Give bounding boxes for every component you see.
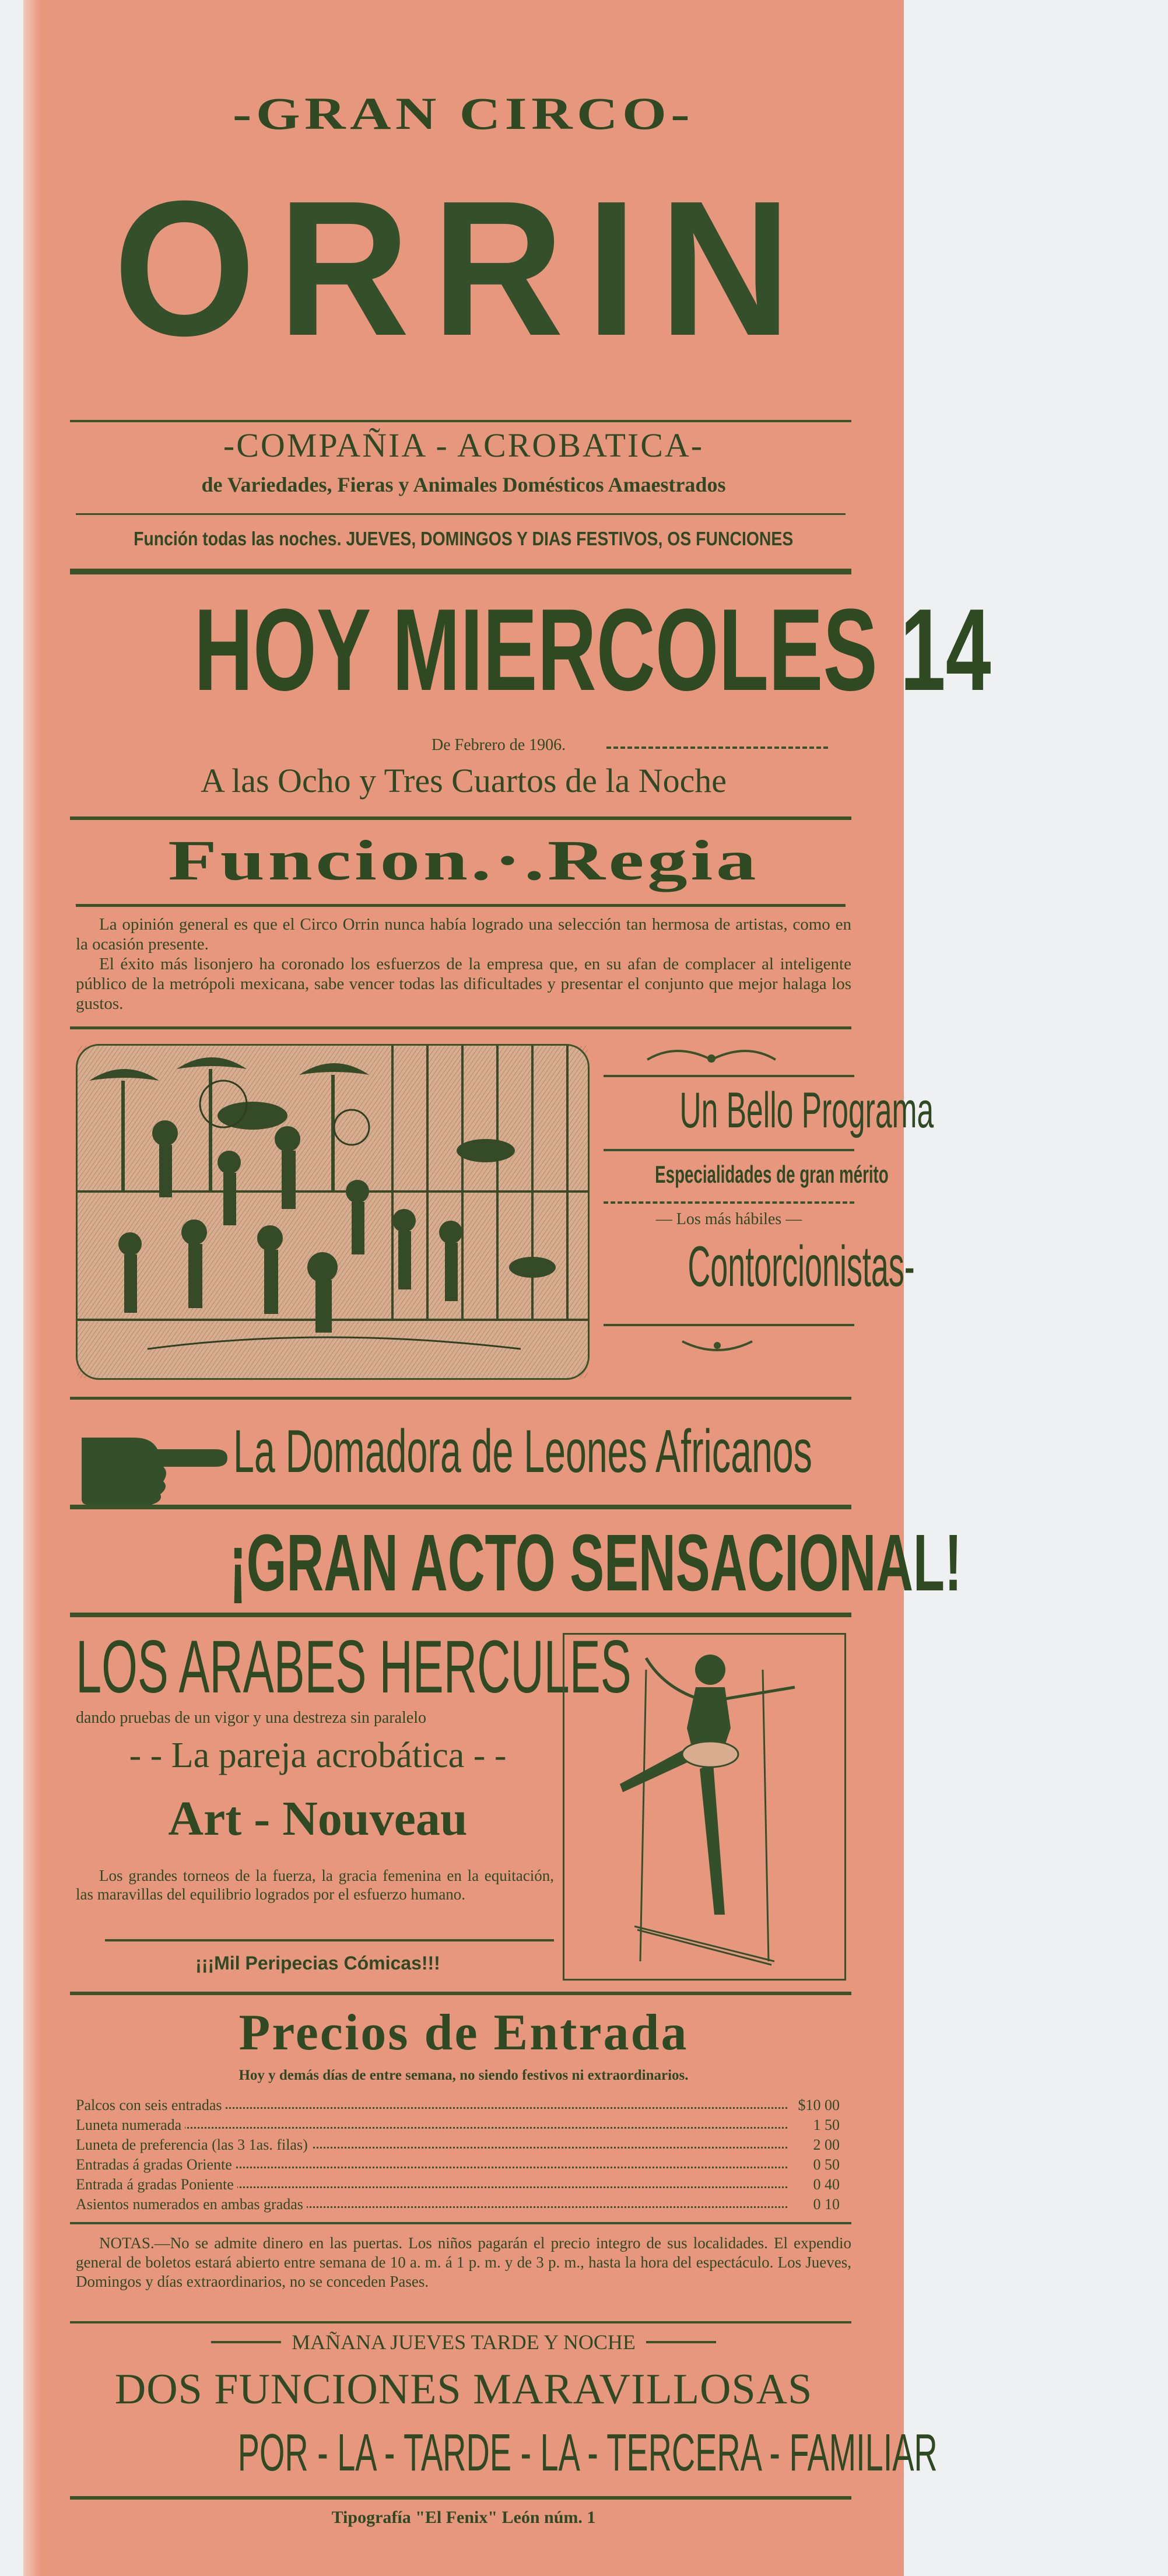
por-la-tarde: POR - LA - TARDE - LA - TERCERA - FAMILIAR [237, 2424, 938, 2482]
art-nouveau: Art - Nouveau [168, 1792, 468, 1846]
price-label: Entrada á gradas Poniente [76, 2176, 237, 2193]
price-row [76, 2136, 840, 2156]
date-headline-wrap [23, 585, 991, 715]
price-row [76, 2156, 840, 2176]
circus-scene [78, 1046, 588, 1378]
divider [604, 1324, 854, 1326]
manana: MAÑANA JUEVES TARDE Y NOCHE [292, 2330, 636, 2354]
arabes-sub: dando pruebas de un vigor y una destreza sin paralelo [76, 1709, 427, 1727]
price-value: 0 40 [813, 2176, 840, 2193]
price-label: Asientos numerados en ambas gradas [76, 2196, 307, 2213]
divider [70, 1026, 851, 1029]
precios-title: Precios de Entrada [238, 2004, 689, 2061]
price-row [76, 2176, 840, 2196]
manana-wrap [23, 2330, 904, 2354]
divider [70, 1397, 851, 1400]
peripecias: ¡¡¡Mil Peripecias Cómicas!!! [195, 1953, 440, 1974]
top-title: -GRAN CIRCO- [233, 88, 695, 139]
top-title-wrap [23, 87, 904, 140]
divider [76, 513, 846, 515]
price-row [76, 2196, 840, 2216]
imprenta: Tipografía "El Fenix" León núm. 1 [331, 2508, 596, 2527]
sensacional-wrap [23, 1516, 962, 1610]
programa-sub-wrap [595, 1161, 889, 1189]
divider [70, 569, 851, 574]
por-la-tarde-wrap [23, 2423, 938, 2483]
divider [70, 1992, 851, 1995]
company: -COMPAÑIA - ACROBATICA- [223, 426, 704, 464]
acrobat-illustration-image [563, 1633, 846, 1981]
contorcionistas: Contorcionistas- [688, 1234, 915, 1298]
circus-engraving-image [76, 1044, 590, 1380]
main-title: ORRIN [113, 160, 814, 376]
price-value: 2 00 [813, 2136, 840, 2153]
divider [606, 746, 828, 749]
divider [604, 1201, 854, 1204]
pareja-acrobatica: - - La pareja acrobática - - [129, 1736, 507, 1775]
divider [70, 1505, 851, 1509]
divider [76, 904, 846, 907]
divider [604, 1149, 854, 1151]
notas-text: NOTAS.—No se admite dinero en las puertas. Los niños pagarán el precio integro de sus localidades. El expendio general de boletos estará abierto entre semana de 10 a. m. á 1 p. m. y de 3 p. m., hasta la hora del espectáculo. Los Jueves, Domingos y días extraordinarios, no se conceden Pases. [76, 2234, 851, 2290]
main-title-wrap [23, 140, 904, 408]
show-time: A las Ocho y Tres Cuartos de la Noche [200, 762, 727, 800]
price-label: Entradas á gradas Oriente [76, 2156, 236, 2173]
divider [70, 2222, 851, 2224]
price-value: 0 10 [813, 2196, 840, 2213]
date-headline: HOY MIERCOLES 14 [194, 585, 991, 715]
programa-title: Un Bello Programa [679, 1082, 934, 1138]
price-row [76, 2116, 840, 2136]
price-value: 1 50 [813, 2116, 840, 2133]
price-row [76, 2097, 840, 2116]
art-nouveau-wrap [76, 1790, 560, 1847]
price-value: 0 50 [813, 2156, 840, 2173]
divider [211, 2341, 281, 2343]
acrobat-figure [564, 1635, 844, 1979]
domadora-wrap [233, 1417, 857, 1487]
funcion-title-wrap [23, 828, 904, 893]
funcion-title: Funcion.·.Regia [168, 829, 759, 892]
month-year: De Febrero de 1906. [432, 736, 566, 754]
contorcionistas-wrap [595, 1233, 915, 1299]
funcion-paragraph-2: El éxito más lisonjero ha coronado los esfuerzos de la empresa que, en su afan de complacer al inteligente público de la metrópoli mexicana, sabe vencer todas las dificultades y presentar el conjunto que mejor halaga los gustos. [76, 955, 851, 1013]
domadora: La Domadora de Leones Africanos [233, 1418, 812, 1485]
divider [70, 1613, 851, 1617]
ornament-icon [641, 1047, 781, 1070]
ornament-icon [676, 1333, 758, 1356]
torneos-text: Los grandes torneos de la fuerza, la gracia femenina en la equitación, las maravillas del equilibrio logrados por el esfuerzo humano. [76, 1867, 554, 1903]
pointing-hand-icon [76, 1414, 227, 1502]
programa-sub: Especialidades de gran mérito [655, 1161, 889, 1188]
funcion-paragraph-1: La opinión general es que el Circo Orrin nunca había logrado una selección tan hermosa de artistas, como en la ocasión presente. [76, 915, 851, 954]
dos-funciones: DOS FUNCIONES MARAVILLOSAS [114, 2365, 813, 2413]
divider [70, 816, 851, 820]
gran-acto-sensacional: ¡GRAN ACTO SENSACIONAL! [229, 1518, 962, 1608]
price-label: Luneta de preferencia (las 3 1as. filas) [76, 2136, 311, 2153]
price-value: $10 00 [798, 2097, 840, 2114]
divider [70, 2496, 851, 2500]
programa-title-wrap [595, 1082, 934, 1140]
divider [604, 1075, 854, 1077]
arabes-hercules: LOS ARABES HERCULES [76, 1625, 632, 1709]
divider [105, 1939, 554, 1941]
arabes-wrap [76, 1624, 632, 1710]
divider [646, 2341, 716, 2343]
functions-line: Función todas las noches. JUEVES, DOMINGOS Y DIAS FESTIVOS, OS FUNCIONES [134, 528, 794, 549]
price-label: Luneta numerada [76, 2116, 185, 2133]
circus-poster [23, 0, 991, 2576]
price-label: Palcos con seis entradas [76, 2097, 226, 2114]
divider [70, 420, 851, 422]
precios-subtitle: Hoy y demás días de entre semana, no siendo festivos ni extraordinarios. [238, 2067, 689, 2083]
divider [70, 2321, 851, 2323]
company-sub: de Variedades, Fieras y Animales Domésticos Amaestrados [201, 473, 726, 496]
functions-wrap [23, 528, 904, 550]
programa-small: — Los más hábiles — [655, 1210, 802, 1228]
